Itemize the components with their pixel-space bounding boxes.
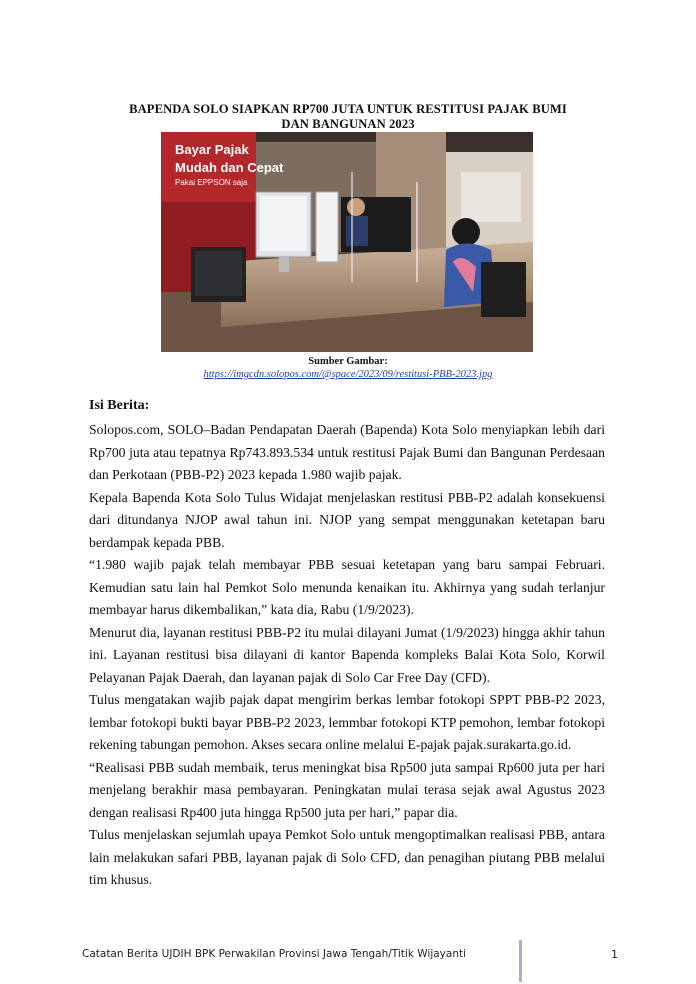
office-scene-illustration <box>161 132 533 352</box>
paragraph: “1.980 wajib pajak telah membayar PBB sesuai ketetapan yang baru sampai Februari. Kemudian satu lain hal Pemkot Solo menunda kenaikan itu. Akhirnya yang sudah terlanjur membayar harus dikembalikan,” kata dia, Rabu (1/9/2023). <box>89 557 605 617</box>
paragraph: Tulus menjelaskan sejumlah upaya Pemkot Solo untuk mengoptimalkan realisasi PBB, antara lain melakukan safari PBB, layanan pajak di Solo CFD, dan penagihan piutang PBB melalui tim khusus. <box>89 827 605 887</box>
content-heading: Isi Berita: <box>89 398 150 413</box>
paragraph: Solopos.com, SOLO–Badan Pendapatan Daerah (Bapenda) Kota Solo menyiapkan lebih dari Rp700 juta atau tepatnya Rp743.893.534 untuk restitusi Pajak Bumi dan Bangunan Perdesaan dan Perkotaan (PBB-P2) 2023 kepada 1.980 wajib pajak. <box>89 422 605 482</box>
article-photo <box>161 132 533 352</box>
poster-text-1: Bayar Pajak <box>175 142 249 157</box>
footer-divider <box>519 940 522 982</box>
article-title <box>60 102 636 132</box>
title-line-2: DAN BANGUNAN 2023 <box>281 117 415 131</box>
paragraph: Menurut dia, layanan restitusi PBB-P2 itu mulai dilayani Jumat (1/9/2023) hingga akhir tahun ini. Layanan restitusi bisa dilayani di kantor Bapenda kompleks Balai Kota Solo, Korwil Pelayanan Pajak Daerah, dan layanan pajak di Solo Car Free Day (CFD). <box>89 624 605 685</box>
title-line-1: BAPENDA SOLO SIAPKAN RP700 JUTA UNTUK RESTITUSI PAJAK BUMI <box>129 102 567 116</box>
caption-label: Sumber Gambar: <box>308 356 388 367</box>
image-caption <box>0 355 696 381</box>
page-number: 1 <box>611 948 618 961</box>
caption-link[interactable]: https://imgcdn.solopos.com/@space/2023/09/restitusi-PBB-2023.jpg <box>203 369 493 380</box>
poster-text-3: Pakai EPPSON saja <box>175 178 248 187</box>
paragraph: Tulus mengatakan wajib pajak dapat mengirim berkas lembar fotokopi SPPT PBB-P2 2023, lembar fotokopi bukti bayar PBB-P2 2023, lemmbar fotokopi KTP pemohon, lembar fotokopi rekening tabungan pemohon. Akses secara online melalui E-pajak pajak.surakarta.go.id. <box>89 692 605 752</box>
paragraph: “Realisasi PBB sudah membaik, terus meningkat bisa Rp500 juta sampai Rp600 juta per hari menjelang berakhir masa pembayaran. Peningkatan mulai terasa sejak awal Agustus 2023 dengan realisasi Rp400 juta hingga Rp500 juta per hari,” papar dia. <box>89 759 605 820</box>
paragraph: Kepala Bapenda Kota Solo Tulus Widajat menjelaskan restitusi PBB-P2 adalah konsekuensi dari ditundanya NJOP awal tahun ini. NJOP yang sempat menggunakan ketetapan baru berdampak kepada PBB. <box>89 489 605 550</box>
poster-text-2: Mudah dan Cepat <box>175 160 284 175</box>
article-body <box>89 419 605 892</box>
footer-text: Catatan Berita UJDIH BPK Perwakilan Provinsi Jawa Tengah/Titik Wijayanti <box>82 948 467 960</box>
